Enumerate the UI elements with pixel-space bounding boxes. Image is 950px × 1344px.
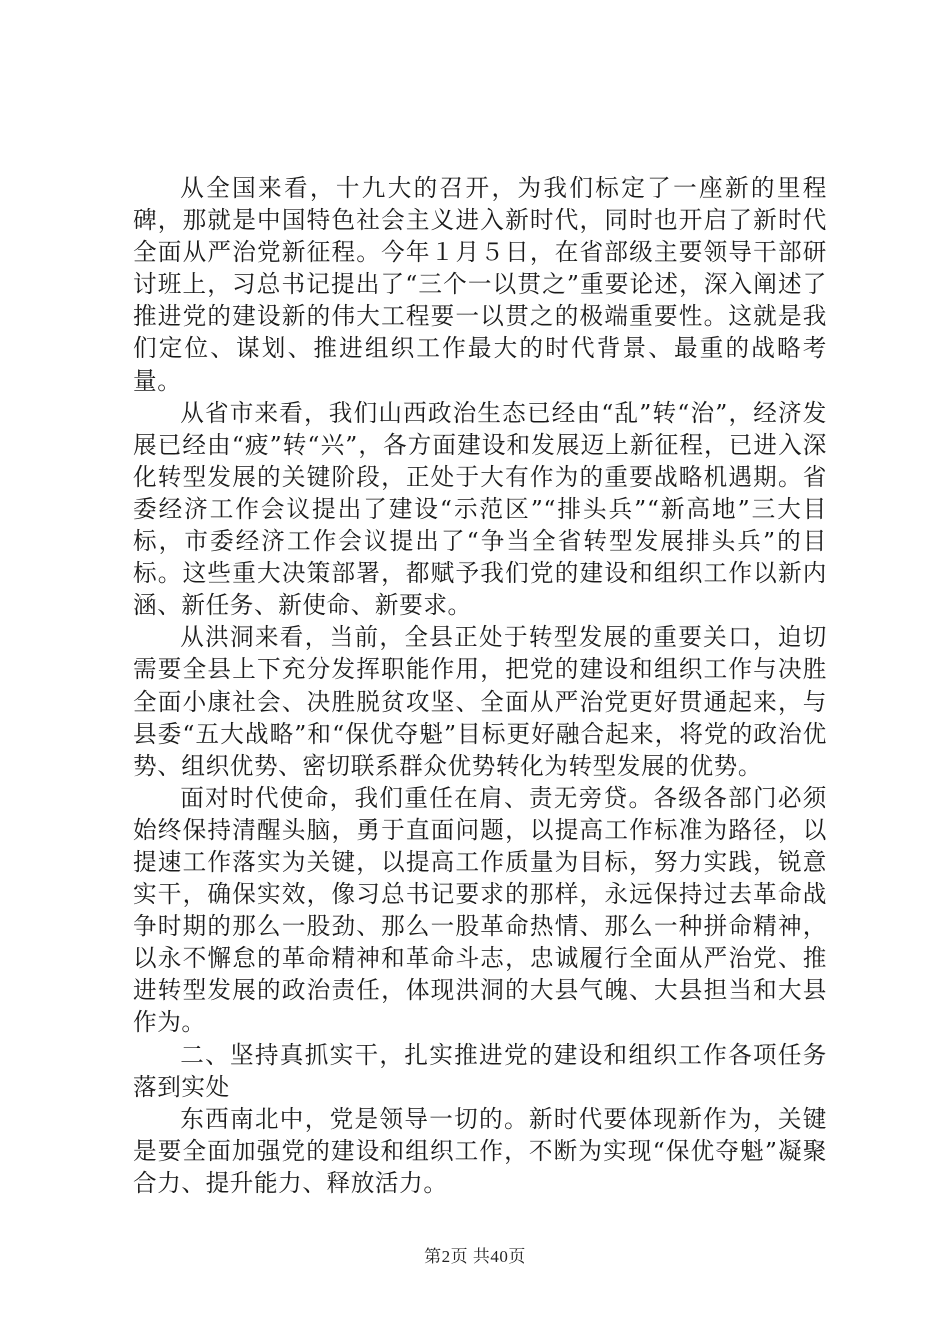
section-heading-two: 二、坚持真抓实干，扎实推进党的建设和组织工作各项任务落到实处 <box>133 1040 827 1101</box>
paragraph-hongdong: 从洪洞来看，当前，全县正处于转型发展的重要关口，迫切需要全县上下充分发挥职能作用，把党的建设和组织工作与决胜全面小康社会、决胜脱贫攻坚、全面从严治党更好贯通起来，与县委“五大战略”和“保优夺魁”目标更好融合起来，将党的政治优势、组织优势、密切联系群众优势转化为转型发展的优势。 <box>133 623 827 780</box>
page-footer: 第2页 共40页 <box>424 1247 526 1266</box>
paragraph-national: 从全国来看，十九大的召开，为我们标定了一座新的里程碑，那就是中国特色社会主义进入新时代，同时也开启了新时代全面从严治党新征程。今年１月５日，在省部级主要领导干部研讨班上，习总书记提出了“三个一以贯之”重要论述，深入阐述了推进党的建设新的伟大工程要一以贯之的极端重要性。这就是我们定位、谋划、推进组织工作最大的时代背景、最重的战略考量。 <box>133 174 827 395</box>
paragraph-provincial: 从省市来看，我们山西政治生态已经由“乱”转“治”，经济发展已经由“疲”转“兴”，各方面建设和发展迈上新征程，已进入深化转型发展的关键阶段，正处于大有作为的重要战略机遇期。省委经济工作会议提出了建设“示范区”“排头兵”“新高地”三大目标，市委经济工作会议提出了“争当全省转型发展排头兵”的目标。这些重大决策部署，都赋予我们党的建设和组织工作以新内涵、新任务、新使命、新要求。 <box>133 398 827 620</box>
document-body <box>133 172 827 1199</box>
paragraph-party-leadership: 东西南北中，党是领导一切的。新时代要体现新作为，关键是要全面加强党的建设和组织工作，不断为实现“保优夺魁”凝聚合力、提升能力、释放活力。 <box>133 1104 827 1197</box>
paragraph-mission: 面对时代使命，我们重任在肩、责无旁贷。各级各部门必须始终保持清醒头脑，勇于直面问题，以提高工作标准为路径，以提速工作落实为关键，以提高工作质量为目标，努力实践，锐意实干，确保实效，像习总书记要求的那样，永远保持过去革命战争时期的那么一股劲、那么一股革命热情、那么一种拼命精神，以永不懈怠的革命精神和革命斗志，忠诚履行全面从严治党、推进转型发展的政治责任，体现洪洞的大县气魄、大县担当和大县作为。 <box>133 783 827 1037</box>
